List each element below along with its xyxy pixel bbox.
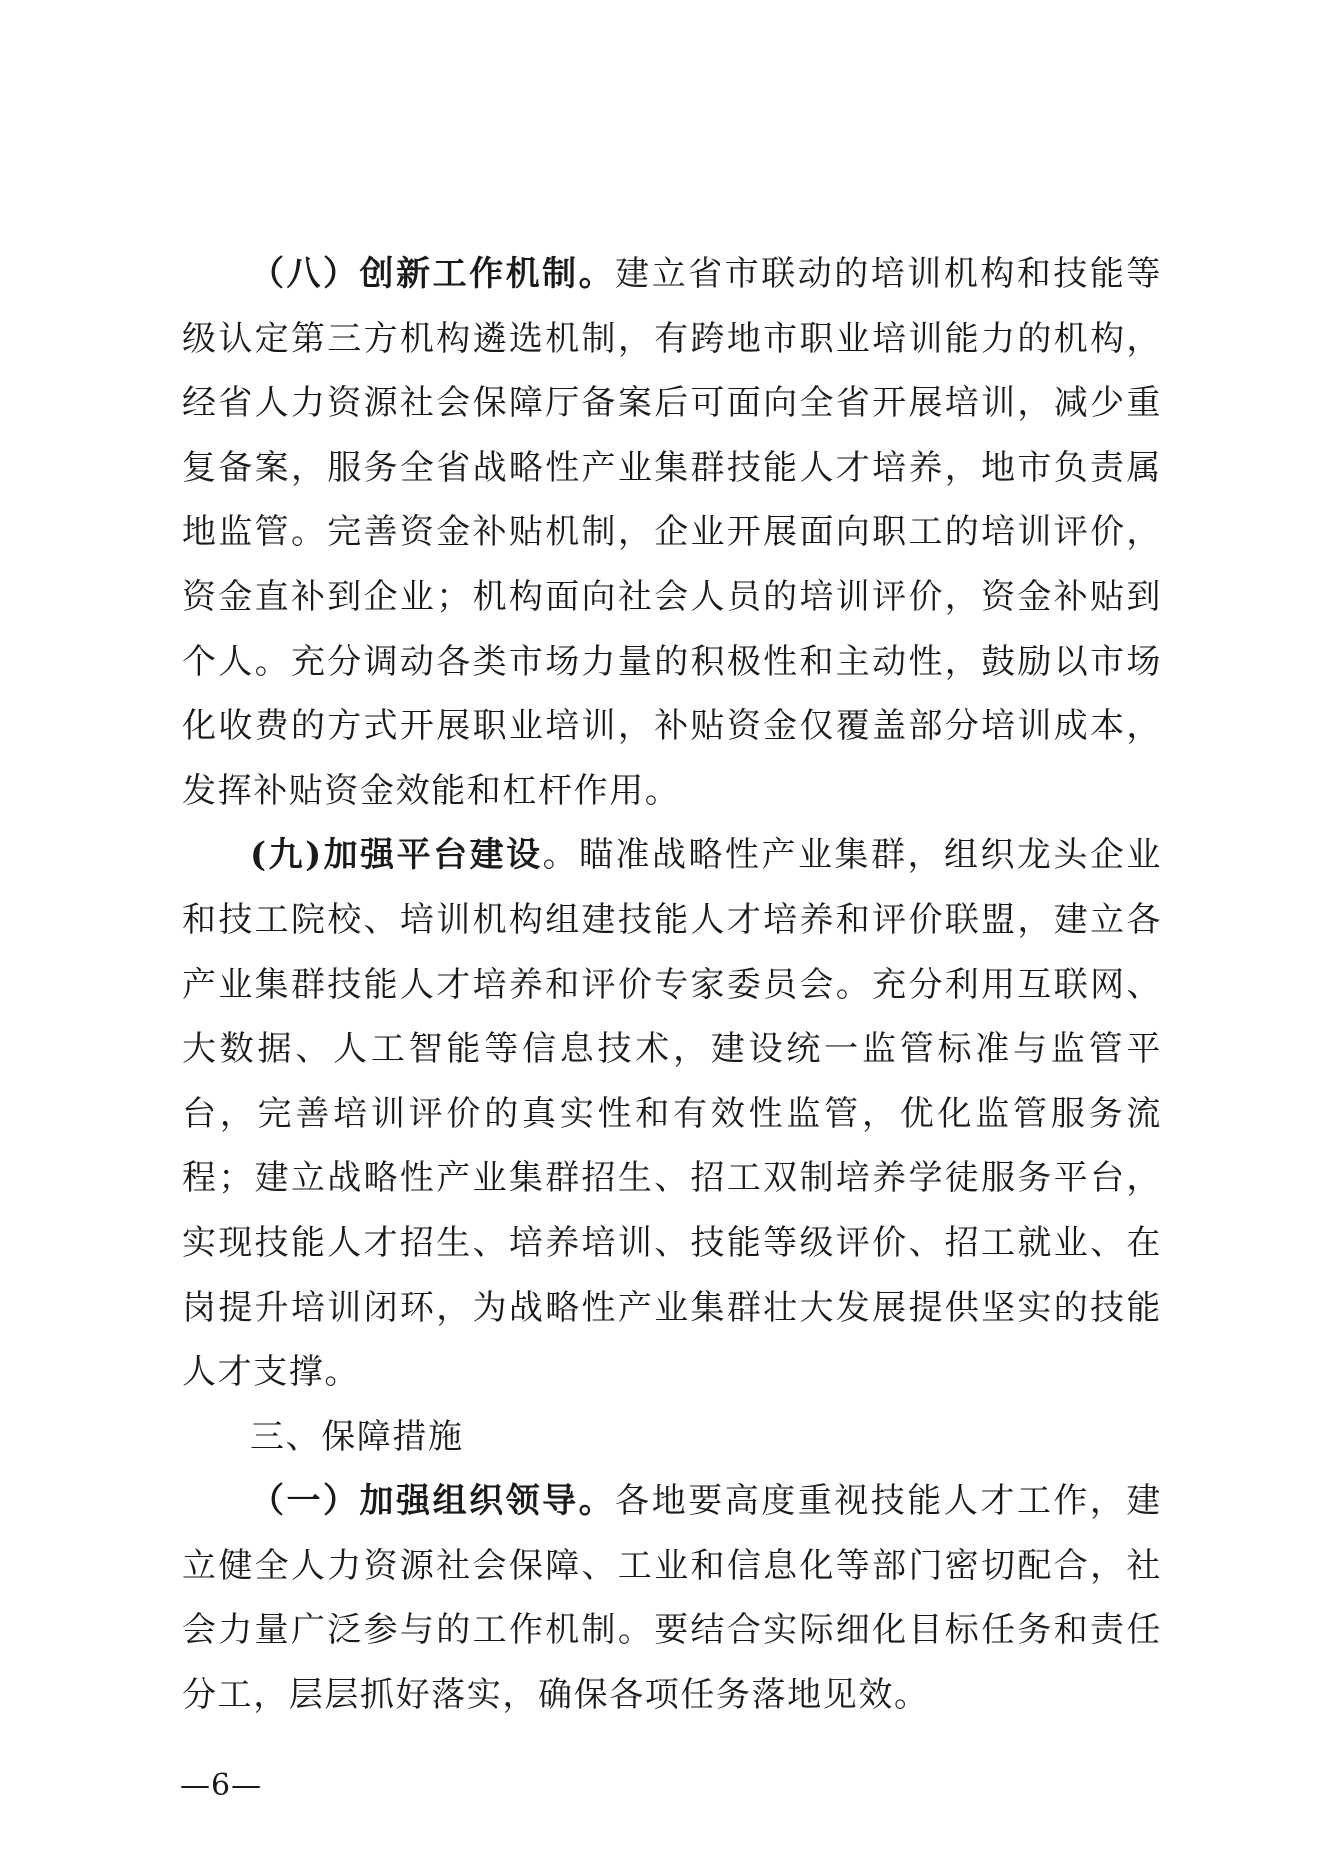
paragraph-organizational-leadership [182, 1469, 1162, 1727]
document-body [182, 242, 1162, 1728]
paragraph-body-platform-building: 。瞄准战略性产业集群，组织龙头企业和技工院校、培训机构组建技能人才培养和评价联盟，建立各产业集群技能人才培养和评价专家委员会。充分利用互联网、大数据、人工智能等信息技术，建设统一监管标准与监管平台，完善培训评价的真实性和有效性监管，优化监管服务流程；建立战略性产业集群招生、招工双制培养学徒服务平台，实现技能人才招生、培养培训、技能等级评价、招工就业、在岗提升培训闭环，为战略性产业集群壮大发展提供坚实的技能人才支撑。 [182, 835, 1162, 1393]
section-heading-safeguards: 三、保障措施 [250, 1416, 464, 1457]
paragraph-body-innovate-mechanism: 建立省市联动的培训机构和技能等级认定第三方机构遴选机制，有跨地市职业培训能力的机构，经省人力资源社会保障厅备案后可面向全省开展培训，减少重复备案，服务全省战略性产业集群技能人才培养，地市负责属地监管。完善资金补贴机制，企业开展面向职工的培训评价，资金直补到企业；机构面向社会人员的培训评价，资金补贴到个人。充分调动各类市场力量的积极性和主动性，鼓励以市场化收费的方式开展职业培训，补贴资金仅覆盖部分培训成本，发挥补贴资金效能和杠杆作用。 [182, 254, 1163, 811]
paragraph-innovate-mechanism [182, 242, 1162, 823]
paragraph-lead-organizational-leadership: （一）加强组织领导。 [250, 1481, 616, 1522]
paragraph-platform-building [182, 823, 1162, 1404]
paragraph-body-organizational-leadership: 各地要高度重视技能人才工作，建立健全人力资源社会保障、工业和信息化等部门密切配合，社会力量广泛参与的工作机制。要结合实际细化目标任务和责任分工，层层抓好落实，确保各项任务落地见效。 [182, 1481, 1163, 1716]
paragraph-lead-platform-building: (九)加强平台建设 [250, 835, 543, 876]
paragraph-lead-innovate-mechanism: （八）创新工作机制。 [250, 254, 616, 294]
page-number: —6— [180, 1768, 263, 1803]
